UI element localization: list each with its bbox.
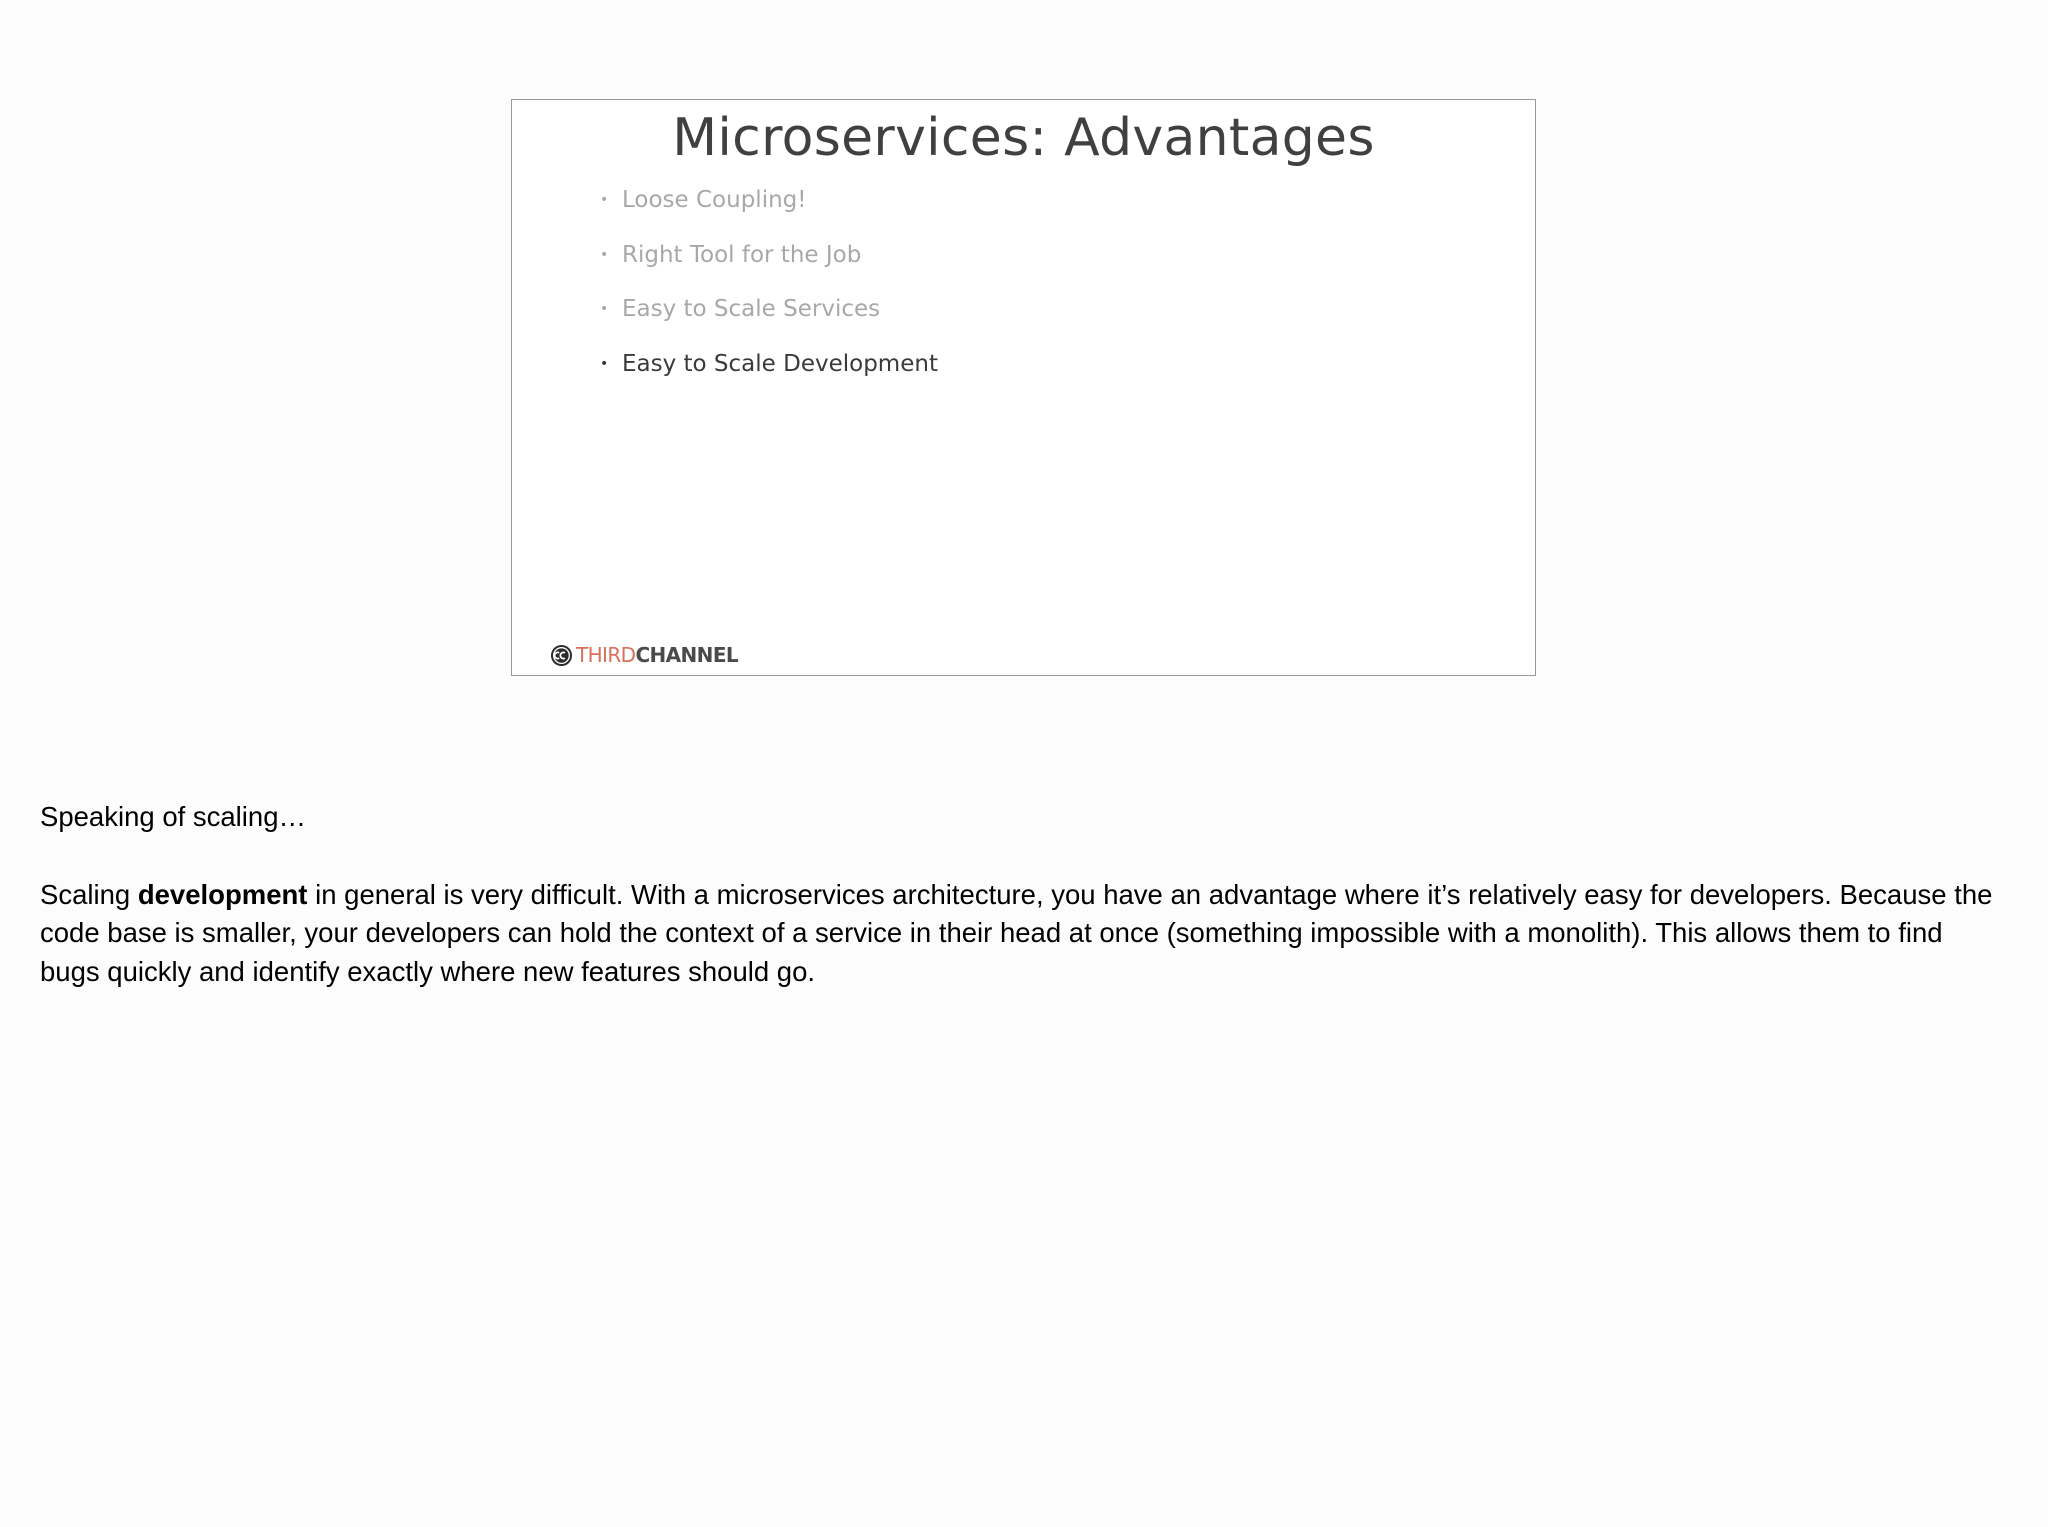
logo-text-channel: CHANNEL: [635, 643, 739, 667]
notes-body-text: in general is very difficult. With a microservices architecture, you have an advantage where it’s relatively easy for developers. Because the code base is smaller, your developers can hold the context of a service in their head at once (something impossible with a monolith). This allows them to find bugs quickly and identify exactly where new features should go.: [40, 878, 1993, 987]
notes-emphasis: development: [137, 878, 308, 910]
slide-bullet: [600, 237, 938, 292]
notes-intro: Speaking of scaling…: [40, 801, 306, 832]
notes-lead-text: Scaling: [40, 878, 138, 910]
slide-bullet-list: [600, 182, 938, 400]
slide-thumbnail[interactable]: [511, 99, 1536, 676]
bullet-dot-icon: •: [600, 301, 609, 317]
notes-paragraph: [40, 876, 2000, 992]
slide-bullet: [600, 346, 938, 401]
slide-bullet-text: Right Tool for the Job: [622, 241, 862, 268]
slide-bullet-text: Easy to Scale Development: [622, 350, 938, 377]
slide-bullet: [600, 182, 938, 237]
third-channel-logo-icon: [550, 644, 573, 667]
presenter-notes: [40, 798, 2000, 991]
bullet-dot-icon: •: [600, 246, 609, 263]
slide-bullet-text: Easy to Scale Services: [622, 296, 881, 322]
bullet-dot-icon: •: [600, 192, 609, 208]
third-channel-logo: [550, 640, 738, 670]
slide-bullet-text: Loose Coupling!: [622, 187, 807, 213]
slide-bullet: [600, 291, 938, 346]
logo-text-third: THIRD: [576, 643, 636, 667]
slide-title: Microservices: Advantages: [672, 108, 1375, 168]
bullet-dot-icon: •: [600, 355, 609, 372]
